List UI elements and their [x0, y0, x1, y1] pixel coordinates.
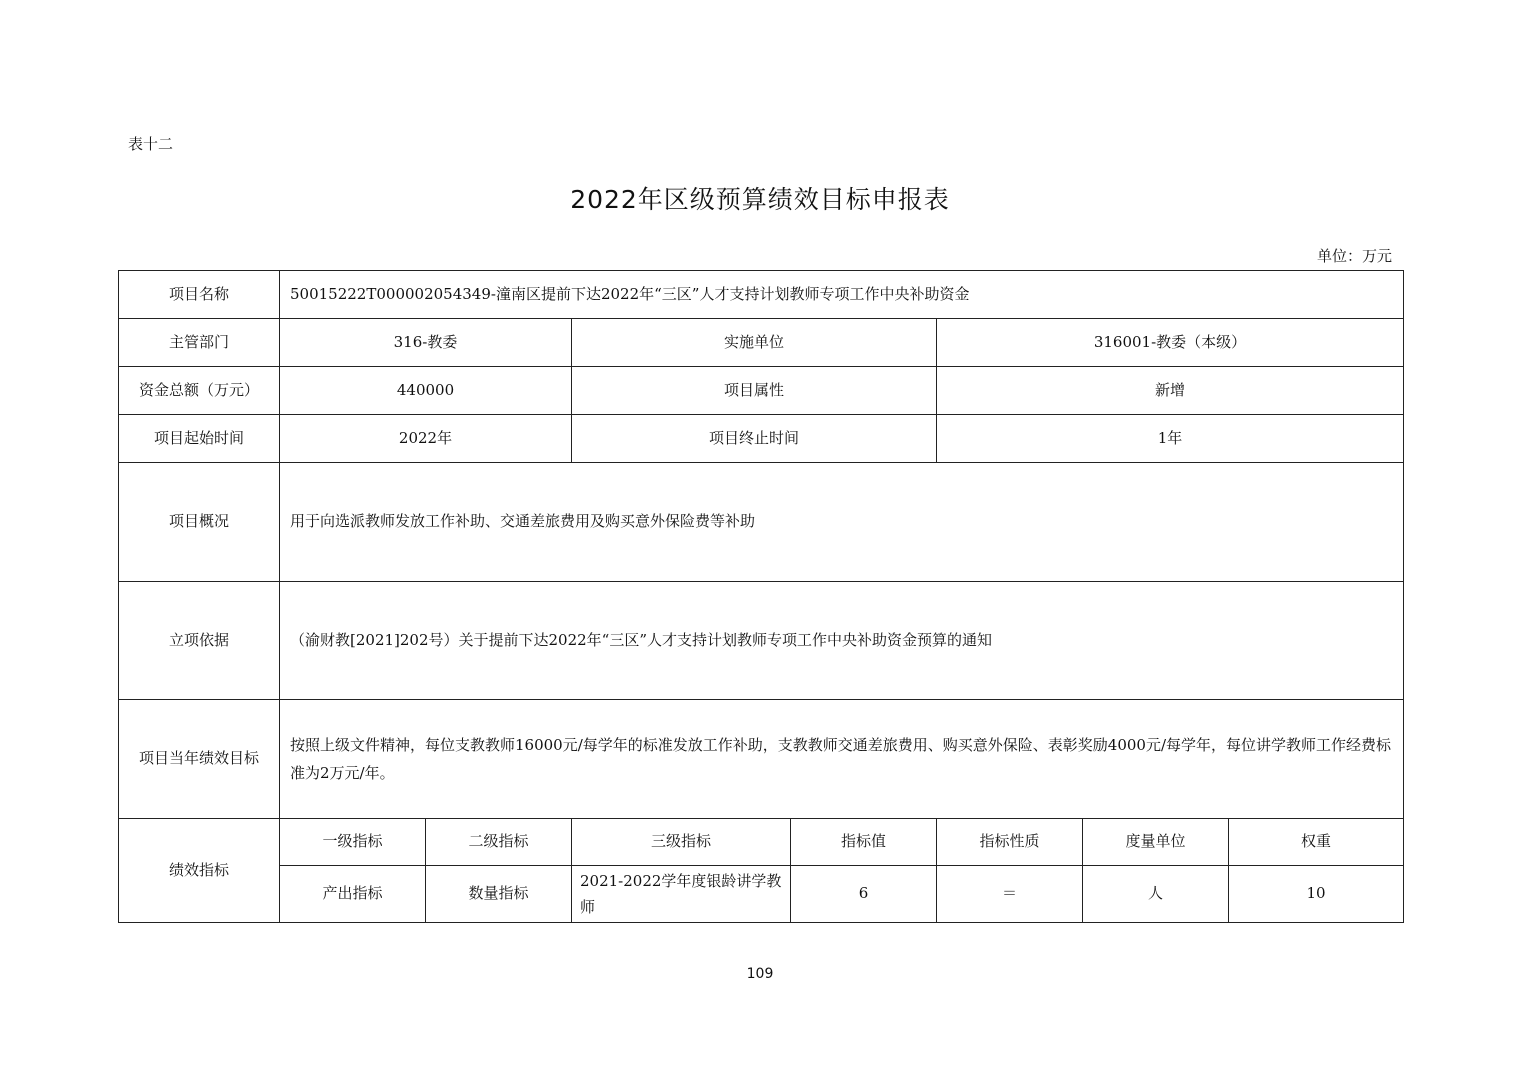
indicator-row [119, 866, 1404, 923]
indicator-weight: 10 [1229, 866, 1404, 923]
basis-label: 立项依据 [119, 582, 280, 700]
row-overview [119, 463, 1404, 582]
implementing-unit-value: 316001-教委（本级） [937, 319, 1404, 367]
header-indicator-nature: 指标性质 [937, 819, 1083, 866]
row-basis [119, 582, 1404, 700]
row-department [119, 319, 1404, 367]
indicator-level2: 数量指标 [426, 866, 572, 923]
department-label: 主管部门 [119, 319, 280, 367]
page-number: 109 [746, 966, 774, 982]
project-attribute-label: 项目属性 [572, 367, 937, 415]
end-time-label: 项目终止时间 [572, 415, 937, 463]
row-funding [119, 367, 1404, 415]
row-project-name [119, 271, 1404, 319]
page-title: 2022年区级预算绩效目标申报表 [570, 185, 950, 214]
project-attribute-value: 新增 [937, 367, 1404, 415]
indicator-unit: 人 [1083, 866, 1229, 923]
indicators-label: 绩效指标 [119, 819, 280, 923]
end-time-value: 1年 [937, 415, 1404, 463]
table-label: 表十二 [128, 135, 174, 153]
header-unit: 度量单位 [1083, 819, 1229, 866]
indicator-level1: 产出指标 [280, 866, 426, 923]
project-name-value: 50015222T000002054349-潼南区提前下达2022年“三区”人才支持计划教师专项工作中央补助资金 [280, 271, 1404, 319]
row-period [119, 415, 1404, 463]
unit-label: 单位：万元 [1316, 247, 1392, 265]
project-name-label: 项目名称 [119, 271, 280, 319]
header-weight: 权重 [1229, 819, 1404, 866]
implementing-unit-label: 实施单位 [572, 319, 937, 367]
header-indicator-value: 指标值 [791, 819, 937, 866]
header-level1: 一级指标 [280, 819, 426, 866]
annual-goal-value: 按照上级文件精神，每位支教教师16000元/每学年的标准发放工作补助，支教教师交通差旅费用、购买意外保险、表彰奖励4000元/每学年，每位讲学教师工作经费标准为2万元/年。 [280, 700, 1404, 819]
indicator-nature: ＝ [937, 866, 1083, 923]
row-annual-goal [119, 700, 1404, 819]
start-time-label: 项目起始时间 [119, 415, 280, 463]
start-time-value: 2022年 [280, 415, 572, 463]
funding-value: 440000 [280, 367, 572, 415]
indicator-level3: 2021-2022学年度银龄讲学教师 [572, 866, 791, 923]
basis-value: （渝财教[2021]202号）关于提前下达2022年“三区”人才支持计划教师专项工作中央补助资金预算的通知 [280, 582, 1404, 700]
header-level3: 三级指标 [572, 819, 791, 866]
overview-value: 用于向选派教师发放工作补助、交通差旅费用及购买意外保险费等补助 [280, 463, 1404, 582]
department-value: 316-教委 [280, 319, 572, 367]
indicator-header-row [119, 819, 1404, 866]
indicator-value: 6 [791, 866, 937, 923]
overview-label: 项目概况 [119, 463, 280, 582]
funding-label: 资金总额（万元） [119, 367, 280, 415]
budget-performance-table [118, 270, 1404, 923]
header-level2: 二级指标 [426, 819, 572, 866]
annual-goal-label: 项目当年绩效目标 [119, 700, 280, 819]
